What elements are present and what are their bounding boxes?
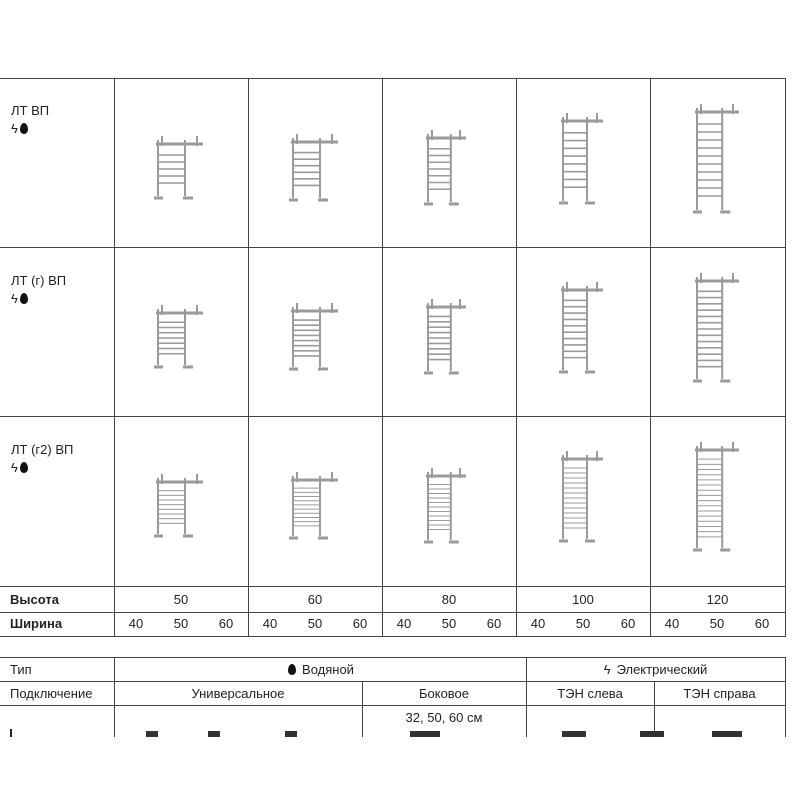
towel-rail-image: [289, 472, 338, 538]
towel-rail-image: [154, 136, 203, 198]
width-value: 50: [441, 616, 457, 631]
page-bottom-blank: [0, 737, 800, 800]
grid-line: [0, 657, 786, 658]
width-value: 50: [307, 616, 323, 631]
water-label: Водяной: [302, 662, 354, 677]
model-icons: [11, 292, 28, 306]
width-value: 50: [173, 616, 189, 631]
width-value: 60: [486, 616, 502, 631]
height-label: Высота: [10, 592, 59, 607]
width-value: 40: [664, 616, 680, 631]
width-value: 40: [262, 616, 278, 631]
grid-line: [0, 78, 786, 79]
towel-rail-image: [424, 468, 466, 542]
towel-rail-image: [424, 299, 466, 373]
towel-rail-image: [289, 303, 338, 369]
grid-line: [650, 78, 651, 636]
model-name-lt-vp: ЛТ ВП: [11, 103, 50, 118]
model-icons: [11, 461, 28, 475]
grid-line: [0, 705, 786, 706]
electric-label: Электрический: [616, 662, 708, 677]
model-name-lt-g-vp: ЛТ (г) ВП: [11, 273, 67, 288]
width-value: 60: [218, 616, 234, 631]
grid-line: [516, 78, 517, 636]
model-icons: [11, 122, 28, 136]
towel-rail-image: [693, 442, 739, 550]
bolt-icon: ϟ: [603, 662, 611, 677]
grid-line: [785, 78, 786, 636]
towel-rail-image: [154, 305, 203, 367]
grid-line: [0, 681, 786, 682]
grid-line: [248, 78, 249, 636]
width-label: Ширина: [10, 616, 63, 631]
bolt-icon: ϟ: [11, 460, 18, 475]
towel-rail-image: [559, 282, 603, 372]
ten-left: ТЭН слева: [557, 686, 623, 701]
towel-rail-image: [693, 104, 739, 212]
side-sizes: 32, 50, 60 см: [405, 710, 483, 725]
width-value: 50: [709, 616, 725, 631]
side-connection: Боковое: [418, 686, 470, 701]
water-drop-icon: [288, 664, 296, 675]
grid-line: [0, 636, 786, 637]
cutoff-fragment: [10, 729, 20, 737]
grid-line: [0, 612, 786, 613]
towel-rail-image: [154, 474, 203, 536]
width-value: 60: [754, 616, 770, 631]
water-drop-icon: [20, 293, 28, 304]
width-value: 60: [352, 616, 368, 631]
type-label: Тип: [10, 662, 32, 677]
water-drop-icon: [20, 462, 28, 473]
width-value: 40: [128, 616, 144, 631]
towel-rail-image: [559, 113, 603, 203]
width-value: 50: [575, 616, 591, 631]
width-value: 60: [620, 616, 636, 631]
water-drop-icon: [20, 123, 28, 134]
grid-line: [382, 78, 383, 636]
width-value: 40: [530, 616, 546, 631]
grid-line: [0, 586, 786, 587]
height-value: 120: [706, 592, 729, 607]
height-value: 80: [441, 592, 457, 607]
towel-rail-image: [289, 134, 338, 200]
towel-rail-image: [559, 451, 603, 541]
towel-rail-image: [693, 273, 739, 381]
model-name-lt-g2-vp: ЛТ (г2) ВП: [11, 442, 74, 457]
ten-right: ТЭН справа: [683, 686, 756, 701]
height-value: 50: [173, 592, 189, 607]
height-value: 60: [307, 592, 323, 607]
grid-line: [114, 78, 115, 636]
bolt-icon: ϟ: [11, 291, 18, 306]
water-type: [114, 662, 526, 677]
universal-connection: Универсальное: [191, 686, 285, 701]
grid-line: [785, 657, 786, 737]
grid-line: [0, 416, 786, 417]
electric-type: [526, 662, 785, 677]
connection-label: Подключение: [10, 686, 93, 701]
towel-rail-image: [424, 130, 466, 204]
height-value: 100: [572, 592, 594, 607]
width-value: 40: [396, 616, 412, 631]
bolt-icon: ϟ: [11, 121, 18, 136]
grid-line: [0, 247, 786, 248]
